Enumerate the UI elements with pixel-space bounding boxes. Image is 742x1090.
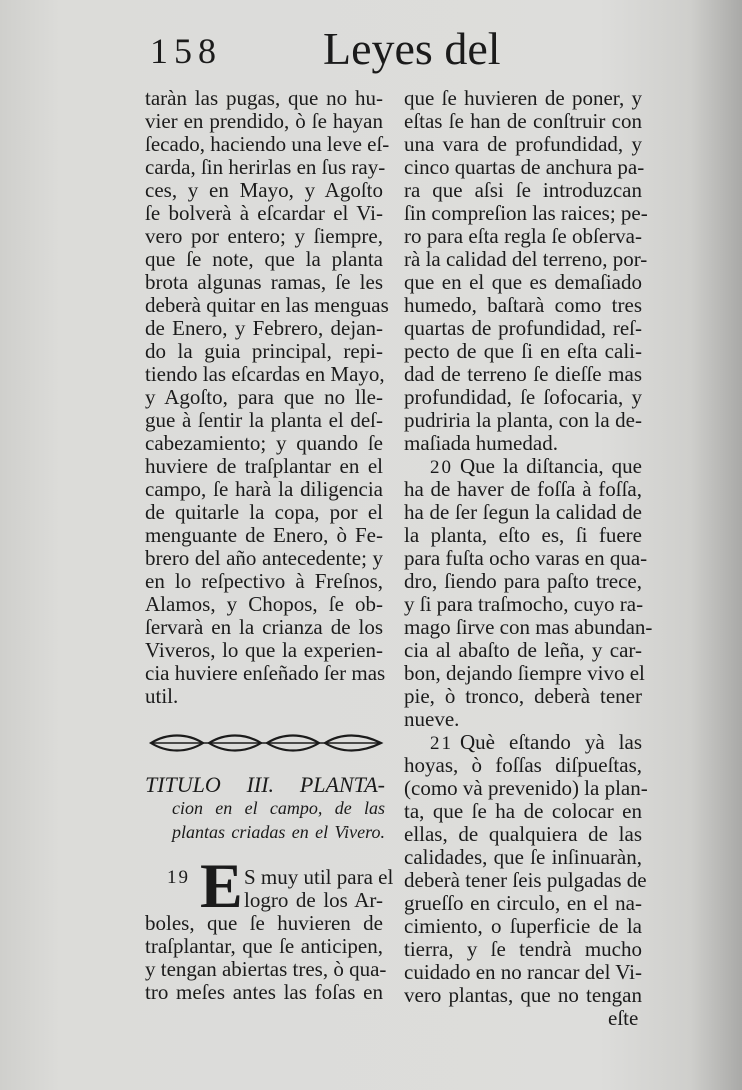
text-line: hoyas, ò foſſas diſpueſtas, <box>404 753 642 777</box>
text-line: vier en prendido, ò ſe hayan <box>145 109 383 133</box>
text-line: rà la calidad del terreno, por- <box>404 247 648 271</box>
text-line: y ſi para traſmocho, cuyo ra- <box>404 592 644 616</box>
text-line: cimiento, o ſuperficie de la <box>404 914 642 938</box>
text-line: menguante de Enero, ò Fe- <box>145 523 383 547</box>
text-line: deberà tener ſeis pulgadas de <box>404 868 647 892</box>
text-line: ro para eſta regla ſe obſerva- <box>404 224 642 248</box>
section-title-line: cion en el campo, de las <box>172 798 385 818</box>
text-line: huviere de traſplantar en el <box>145 454 383 478</box>
text-line: campo, ſe harà la diligencia <box>145 477 383 501</box>
text-line: de Enero, y Febrero, dejan- <box>145 316 383 340</box>
ornament-divider <box>147 733 385 753</box>
text-line: pie, ò tronco, deberà tener <box>404 684 642 708</box>
text-line: pecto de que ſi en eſta cali- <box>404 339 642 363</box>
text-line: grueſſo en circulo, en el na- <box>404 891 642 915</box>
text-line-content: Què eſtando yà las <box>460 730 642 754</box>
paragraph-19 <box>145 850 394 1004</box>
drop-cap: E <box>200 850 243 921</box>
text-line: que ſe huvieren de poner, y <box>404 86 642 110</box>
text-line: ſe bolverà à eſcardar el Vi- <box>145 201 383 225</box>
text-line: humedo, baſtarà como tres <box>404 293 642 317</box>
text-line: de quitarle la copa, por el <box>145 500 383 524</box>
text-line <box>404 455 642 478</box>
text-line: la planta, eſto es, ſi fuere <box>404 523 642 547</box>
text-line: do la guia principal, repi- <box>145 339 383 363</box>
text-line: ta, que ſe ha de colocar en <box>404 799 642 823</box>
text-line-content: Que la diſtancia, que <box>460 454 642 478</box>
text-line: bon, dejando ſiempre vivo el <box>404 661 645 685</box>
page-number: 158 <box>150 31 222 71</box>
text-line: cia huviere enſeñado ſer mas <box>145 661 386 685</box>
text-line: brero del año antecedente; y <box>145 546 383 570</box>
text-line: tro meſes antes las foſas en <box>145 980 383 1004</box>
left-column <box>145 86 390 708</box>
section-title-line: plantas criadas en el Vivero. <box>172 822 385 842</box>
text-line: carda, ſin herirlas en ſus ray- <box>145 155 386 179</box>
paragraph-number: 21 <box>430 733 453 754</box>
text-line: eſtas ſe han de conſtruir con <box>404 109 642 133</box>
text-line: ra que aſsi ſe introduzcan <box>404 178 642 202</box>
section-title-line: TITULO III. PLANTA- <box>145 772 385 797</box>
text-line: traſplantar, que ſe anticipen, <box>145 934 383 958</box>
text-line: taràn las pugas, que no hu- <box>145 86 383 110</box>
text-line: tiendo las eſcardas en Mayo, <box>145 362 385 386</box>
right-column <box>404 86 653 1007</box>
text-line: util. <box>145 684 179 708</box>
text-line: y Agoſto, para que no lle- <box>145 385 383 409</box>
text-line: pudriria la planta, con la de- <box>404 408 642 432</box>
text-line: vero por entero; y ſiempre, <box>145 224 383 248</box>
text-line: en lo reſpectivo à Freſnos, <box>145 569 383 593</box>
paragraph-number: 19 <box>167 867 190 888</box>
text-line: nueve. <box>404 707 460 731</box>
catchword: eſte <box>608 1006 639 1030</box>
text-line: (como và prevenido) la plan- <box>404 776 648 800</box>
text-line: maſiada humedad. <box>404 431 558 455</box>
text-line: ha de ſer ſegun la calidad de <box>404 500 642 524</box>
text-line: quartas de profundidad, reſ- <box>404 316 642 340</box>
text-line: que en el que es demaſiado <box>404 270 642 294</box>
text-line: deberà quitar en las menguas <box>145 293 389 317</box>
text-line: Viveros, lo que la experien- <box>145 638 383 662</box>
text-line: ſervarà en la crianza de los <box>145 615 383 639</box>
text-line: vero plantas, que no tengan <box>404 983 642 1007</box>
text-line: ſecado, haciendo una leve eſ- <box>145 132 390 156</box>
text-line: brota algunas ramas, ſe les <box>145 270 383 294</box>
text-line: ha de haver de foſſa à foſſa, <box>404 477 642 501</box>
text-line: profundidad, ſe ſofocaria, y <box>404 385 642 409</box>
text-line: Alamos, y Chopos, ſe ob- <box>145 592 383 616</box>
text-line: cinco quartas de anchura pa- <box>404 155 645 179</box>
text-line: para fuſta ocho varas en qua- <box>404 546 648 570</box>
text-line: boles, que ſe huvieren de <box>145 911 383 935</box>
section-title <box>145 772 385 846</box>
text-line: que ſe note, que la planta <box>145 247 383 271</box>
paragraph-number: 20 <box>430 457 453 478</box>
text-line: dro, ſiendo para paſto trece, <box>404 569 642 593</box>
text-line: una vara de profundidad, y <box>404 132 642 156</box>
text-line: gue à ſentir la planta el deſ- <box>145 408 383 432</box>
text-line: cia al abaſto de leña, y car- <box>404 638 642 662</box>
text-line: ces, y en Mayo, y Agoſto <box>145 178 383 202</box>
text-line: y tengan abiertas tres, ò qua- <box>145 957 387 981</box>
text-line: cuidado en no rancar del Vi- <box>404 960 643 984</box>
text-line: mago ſirve con mas abundan- <box>404 615 653 639</box>
text-line: dad de terreno ſe dieſſe mas <box>404 362 642 386</box>
text-line: ſin compreſion las raices; pe- <box>404 201 648 225</box>
text-line: cabezamiento; y quando ſe <box>145 431 383 455</box>
text-line <box>404 731 642 754</box>
text-line: logro de los Ar- <box>244 888 383 912</box>
text-line: ellas, de qualquiera de las <box>404 822 642 846</box>
text-line: calidades, que ſe inſinuaràn, <box>404 845 642 869</box>
text-line: S muy util para el <box>244 865 394 889</box>
text-line: tierra, y ſe tendrà mucho <box>404 937 642 961</box>
running-title: Leyes del <box>323 23 501 74</box>
